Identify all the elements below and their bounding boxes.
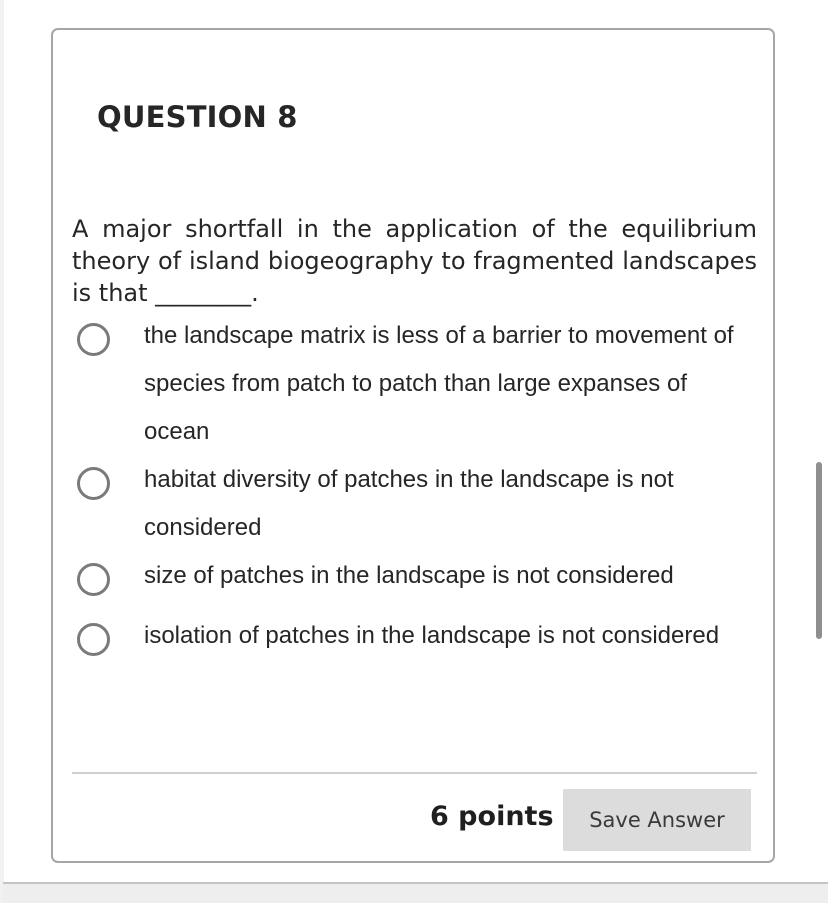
question-title: QUESTION 8	[97, 100, 298, 134]
radio-button[interactable]	[77, 323, 110, 356]
radio-button[interactable]	[77, 467, 110, 500]
page-left-edge	[0, 0, 4, 903]
question-text: A major shortfall in the application of the equilibrium theory of island biogeography to fragmented landscapes is that ________.	[72, 215, 757, 307]
answer-option-label[interactable]: the landscape matrix is less of a barrier to movement of species from patch to patch than large expanses of ocean	[144, 322, 734, 445]
scrollbar-thumb[interactable]	[816, 462, 822, 639]
answer-option-label[interactable]: isolation of patches in the landscape is not considered	[144, 622, 720, 649]
radio-button[interactable]	[77, 623, 110, 656]
points-label: 6 points	[430, 801, 554, 832]
answer-option-label[interactable]: size of patches in the landscape is not considered	[144, 562, 674, 589]
question-card	[51, 28, 775, 863]
bottom-scrollbar[interactable]	[3, 882, 828, 903]
radio-button[interactable]	[77, 563, 110, 596]
answer-option-label[interactable]: habitat diversity of patches in the landscape is not considered	[144, 466, 674, 541]
footer-divider	[72, 772, 757, 774]
save-answer-button[interactable]: Save Answer	[563, 789, 751, 851]
